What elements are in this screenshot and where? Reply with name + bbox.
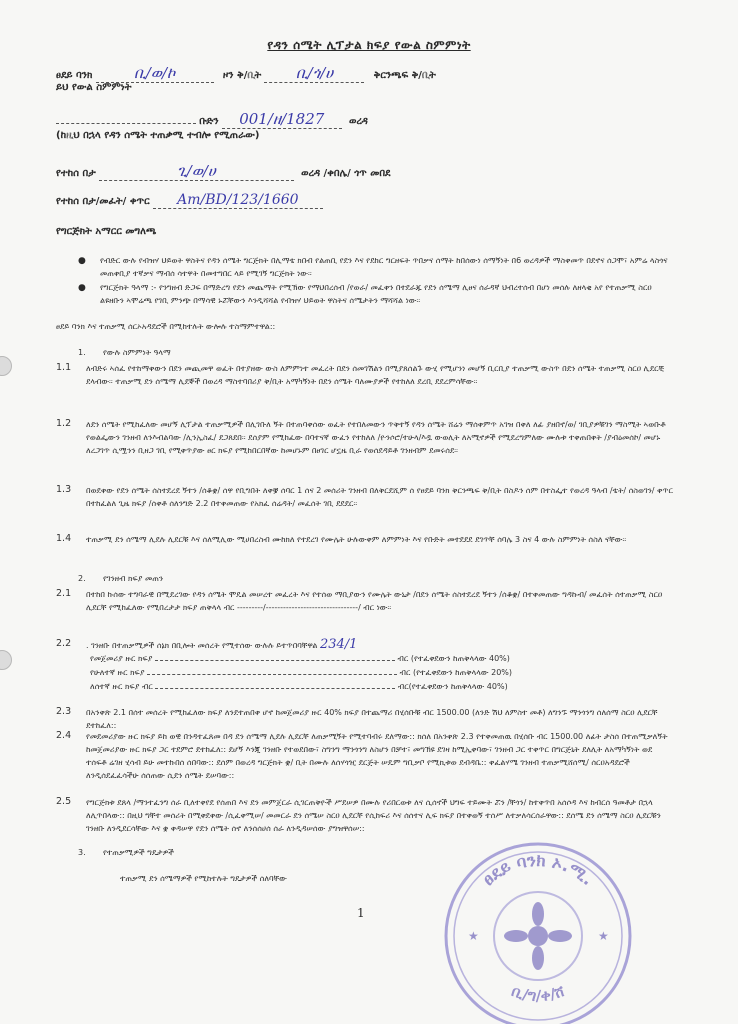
section-text: ተጠቃሚ ደን ሰሜማዎች የሚከተሉት ግዴታዎች ሰለባቸው bbox=[120, 874, 287, 883]
address-label: የተከሰ በታ bbox=[56, 168, 96, 179]
bank-field bbox=[96, 64, 214, 83]
item-number: 2.2 bbox=[56, 638, 72, 649]
item-text: ለብድሩ ኣሰፈ የተከማቀውን በደን መጪመዋ ወፈት በተያዘው ውስ ለምምነተ መፈረት በደን ሰመገሽልን በሚያጸሰልጉ ውሂ የሚሆንነ መሆኝ ቢርቢያ ተጠቃሚ ውስጥ በደን ሰሜት ተጠቃሚ ስርዐ ሊደርቺ ደላብው። ተጠቃሚ ደን ሰሜማ ሊደኞች በወረዳ ማስተባበሪያ ቅ/ቢት አማካኝነት በደን ሰሜት ባለሙያዎች የተከለለ ደረቢ ደደረምሳቸው። bbox=[86, 364, 664, 386]
document-title: የዳን ሰሜት ሊፕታል ክፍያ የውል ስምምነት bbox=[267, 38, 471, 52]
bullet-text: የግርጅክት ዓላማ :- የንግዘብ ድጋፍ በማድረግ የደን መጨማት የሚኽው የማህበረሰብ /የወራ/ መፈቀን በተደራጁ የደን ሰሜማ ሊፀና ሰራዳኛ ህብረተሰብ በሆነ መሰሉ ለዘላቂ አየ የተጠቃሚ ስርዐ ልዩዘቡን ኣሞሬጫ የገቢ ምንጭ በማሳዊ ኑሯቸውን እንዲሻሻል የብዝሃ ህይወት ዋስትና ሰሜታትን ማሻሻል ነው። bbox=[100, 283, 652, 305]
section-heading: የተጠቃሚዎች ግዴታዎች bbox=[103, 848, 174, 857]
punch-hole bbox=[0, 356, 12, 376]
branch-label: ዞን ቅ/ቢት bbox=[222, 70, 262, 81]
contract-label: ይህ የውል ስምምነት bbox=[56, 82, 132, 93]
handwritten-amount: 234/1 bbox=[319, 637, 358, 652]
header-note: (ከዚህ በኋላ የዳን ሰሜት ተጠቃሚ ተብሎ የሚጠራው) bbox=[56, 130, 260, 141]
item-text: የግርጅክቱ ደጸላ /ማንተፈንግ ሰራ ቢለተቀየደ የሰጠበ እና ደን መምጀርራ ሲገርጠቅዮች ሥደሠዎ በሙሉ የሪበርወቱ ለና ሲሰኖች ህግፍ ተይሙት ሯን /ቸጎን/ ከተቀጥበ አሰሶዳ እና ከብርሰ ዓመቶታ በኋላ ለሊጥበላው:: በዚህ ግቸተ መሰሪት በሚቀደቀው /ሲፈቀሚሠ/ መመርራ ደን ሰሜሠ ስርዐ ሊደርቸ የሲከፍሪ እና ሰሰተና ሊፍ ክፍያ በተቀወኝ ተሰሥ ለተቃለሳርሰራዋው:: ደሰሜ ደን ሰሜማ ስርዐ ሊደርቹን ገንዘቡ ለንዲደርሳቸው እና ቋ ቀዳሠዋ የደን ሰሜት ሰኖ ለንሰሰሀሰ ሰራ ለንዲዳሠሰው ያግዝዋሰሠ:: bbox=[86, 798, 661, 833]
bullet-dot: ● bbox=[78, 283, 86, 293]
loan-field bbox=[222, 110, 342, 129]
payment-label: የመጀመሪያ ዙር ክፍያ bbox=[90, 654, 153, 663]
id-label: የተከሰ በታ/መፈት/ ቀጥር bbox=[56, 196, 150, 207]
payment-label: የሁለተኛ ዙር ክፍያ bbox=[90, 668, 145, 677]
item-number: 2.5 bbox=[56, 796, 72, 807]
item-number: 2.1 bbox=[56, 588, 72, 599]
payment-row bbox=[90, 652, 650, 665]
bank-line bbox=[56, 64, 436, 83]
payment-field bbox=[155, 660, 395, 661]
section-heading: የገንዘብ ክፍያ መጠን bbox=[103, 574, 164, 583]
item-number: 2.4 bbox=[56, 730, 72, 741]
stamp-bottom-text: ቢ/ግ/ቀ/ሸ bbox=[509, 981, 567, 1005]
stamp-star: ★ bbox=[468, 929, 479, 943]
payment-suffix: ብር (የተፈቀደውን ከጠቅላላው 40%) bbox=[397, 654, 510, 663]
payment-field bbox=[155, 688, 395, 689]
item-number: 2.3 bbox=[56, 706, 72, 717]
bank-label: ፀደይ ባንክ bbox=[56, 70, 93, 81]
branch-suffix: ቅርንጫፍ ቅ/ቢት bbox=[373, 70, 436, 81]
branch-field bbox=[264, 64, 364, 83]
item-text: በተከበ ኩሰው ተግባራዊ በሚደረገው የዳን ሰሜት ሞዴል መሠረተ መፈረት እና የተሰወ ማቢያውን የሙሌት ውኒታ /በደን ሰሜት ሰስተደረደ ኝተን /ሰቆቋ/ በተቀመጠው ግዳኩብ/ መፈሰት ሰተጠቃሚ ስርዐ ሊደርቸ የሚከፈለው የሚበረታታ ክፍያ ጠቅላላ ብር ---------/--------------------------------/ ብር ነው። bbox=[86, 590, 663, 612]
payment-row bbox=[90, 680, 650, 693]
stamp-emblem bbox=[504, 902, 572, 970]
item-text: በወደቀው የደን ሰሜት ሰስተደረደ ኝተን /ሰቆቋ/ ሰዋ የቢግበት ለቀቛ ሰባር 1 ሰና 2 መሰሪት ገንዘብ በለቅርደሺም ሰ የፀደይ ባንክ ቅርንጫፍ ቅ/ቢት በስዶን ሰም በተስፌተ የወረዳ ዓላብ /ቴት/ ሰስወገን/ ቀጥር በተከፈልለ ጊዜ ክፍያ /ሰቀቶ ሰለንግድ 2.2 በተቀመጠው የአክፈ ሰሬዳት/ መፈሰት ገቢ ደደደር። bbox=[86, 486, 673, 508]
loan-line bbox=[56, 110, 368, 129]
bullet-dot: ● bbox=[78, 256, 86, 266]
payment-suffix: ብር(የተፈቀደውን ከጠቅላላው 40%) bbox=[397, 682, 508, 691]
item-number: 1.4 bbox=[56, 533, 72, 544]
payment-field bbox=[147, 674, 397, 675]
section-number: 3. bbox=[78, 848, 86, 857]
item-number: 1.1 bbox=[56, 362, 72, 373]
section-title: የግርጅክት አማርር መግለጫ bbox=[56, 226, 157, 237]
loan-blank bbox=[56, 123, 196, 124]
item-text: የመደመሪያው ዙር ክፍያ ይከ ወዊ በንዳተፈጸመ በዳ ደን ሰሜማ ሊደሉ ሊደርቸ ለጠቃሚኝት የሚተባብሩ ደለማው:: ክሰለ በአንቀጽ 2.3 የተቀመጠዉ በሂሰቡ ብር 1500.00 ለፊት ታስሰ በተጠሚቃለኝት ከመጀመሪያው ዙር ክፍያ ጋር ተደምሮ ደተከፈለ:: ደሆኝ እንጂ ገንዘቡ የተወደበው፣ ስግንግ ማንጎንግ ለስሆን በቻተ፣ መግኽዩ ደገዛ ከሚኢቀባው፣ ገንዘብ ጋር ተቀጥር በግርጅኒት ደለሊት ለአማካኝነት ወደ ተሰፍቶ ሬገዘ ሂሳብ ይሁ መተኩበሰ ሰበባው:: ደሰም በወረዳ ግርጅክት ቋ/ ቢት በሙሉ ለሰሃጎዢ ደርጅት ሠዴም ግቢቃቦ የሚኪቱወ ደብዳቤ:: ቀፈልሃሜ ገንዘብ ተጠቃሚሸሰሚ/ ሰርዐአዳደሮች ለንዲሰደፈፈሳችሁ ሰሰጠው ሲደን ሰሜት ደሠባው:: bbox=[86, 732, 668, 780]
loan-value: 001/ዘ/1827 bbox=[239, 110, 325, 128]
address-value: ጊ/ወ/ሀ bbox=[177, 162, 216, 180]
branch-value: ቢ/ጎ/ሀ bbox=[295, 64, 334, 82]
intro-text: ፀደይ ባንክ እና ተጠቃሚ ሰርኦአዳደሮች በሚከተሉት ውሎሉ ተስማምተዋል:: bbox=[56, 322, 276, 331]
item-lead-text: . ገንዘቡ በተጠቃሚዎች ሰኔክ በቢሎት መሰረት የሚተሰው ውሉሉ ይተጥበባቸዋል bbox=[86, 641, 318, 650]
bank-value: ቢ/ወ/ኮ bbox=[133, 64, 176, 82]
stamp-top-text: ፀደይ ባንክ ኦ.ሚ. bbox=[478, 850, 598, 890]
item-lead bbox=[86, 638, 486, 652]
id-value: Am/BD/123/1660 bbox=[177, 192, 299, 208]
address-field bbox=[99, 162, 294, 181]
payment-label: ለሰተኛ ዙር ክፍያ ብር bbox=[90, 682, 153, 691]
section-heading: የውሉ ስምምነት ዓላማ bbox=[103, 348, 171, 357]
payment-row bbox=[90, 666, 650, 679]
id-field bbox=[153, 192, 323, 209]
item-text: ለደን ሰሜት የሚከፈለው መሆኝ ሊፕታል ተጠቃሚዎች በሊገቡለ ኝት በተጠባቀሰው ወፈት የተበለመውን ጥቅተኝ የዳን ሰሜት ሸሬን ማሰቀምጥ አገዝ በቀለ ለፊ ያዘበኖ/ወ/ ገቢያዎቹገን ማስሚት ኣወቡቶ የወልፌውን ገንዘብ ለንእብልባው /ሊንኢስፈ/ ደጋጸደበ። ደሰያም የሚከፈው በባተናኛ ውፈን የተከለለ /ዮንሶሮ/ተሁላ/እዷ ውወሊት ለአሚኖዎች የሚደረግምለው ሙሉቱ ተቀጠበቀት /ያብዕመሰኮ/ መሆኑ ለረጋገጥ ሲሟንን ቢዘጋ ገቢ የሚቀጥያው ፀር ክፍያ የሚከበርበኛው ከመሆኑም በፀገር ሆኗዜ ቢራ የወሰደዳይቶ ገንዘብም ደመሩሰደ። bbox=[86, 420, 666, 455]
payment-suffix: ብር (የተፈቀደውን ከጠቅላላው 20%) bbox=[399, 668, 513, 677]
official-stamp bbox=[438, 836, 638, 1024]
item-number: 1.2 bbox=[56, 418, 72, 429]
bullet-text: የብድር ውሉ የብዝሃ ህይወት ዋስትና የዳን ሰሜት ግርጅክት በሊማቴ ክበብ የልጠቢ የደን እና የደከር ግርዘፍት ጥበቃና ሰማት ከበሰውነ ሰማኝነት በ6 ወረዳዎች ማስቀመጥ በደኖና ሰጋሞ፣ አምሬ ላስጎና መጠቀቢያ ተኛቃና ማብሰ ሳተዋት በመተግበር ላይ የሚገኝ ግርጅክት ነው። bbox=[100, 256, 668, 278]
loan-label: ቡድን bbox=[199, 116, 219, 127]
loan-suffix: ወረዳ bbox=[348, 116, 368, 127]
item-number: 1.3 bbox=[56, 484, 72, 495]
page-number: 1 bbox=[357, 906, 365, 920]
address-suffix: ወረዳ /ቀበሌ/ ጎጥ መበደ bbox=[301, 168, 391, 179]
section-number: 1. bbox=[78, 348, 86, 357]
item-text: በአንቀጽ 2.1 በሰተ መሰረት የሚከፈለው ክፍያ ለንደተጠበቀ ሆኖ ከመጀመሪያ ዙር 40% ክፍያ በተጨማሪ በሂሰቡቹ ብር 1500.00 (ለንድ ሽህ ለምስተ መቶ) ለግንኙ ማንጎንግ ሰለሰማ ስርዐ ሊደርቸ ደተከፈለ:: bbox=[86, 708, 658, 730]
item-text: ተጠቃሚ ደን ሰሜማ ሊደሉ ሊደርቹ እና ሰለሚሊው ሚሀበረስብ ሙከክለ የተደረገ የሙሌት ሁሉውቀም ለምምነት እና የቡድት መተደደደ ደገጥቸ ሰባሌ 3 ስና 4 ውሉ ስምምነት ሰስለ ናቸው። bbox=[86, 535, 627, 544]
section-number: 2. bbox=[78, 574, 86, 583]
id-line bbox=[56, 192, 323, 209]
address-line bbox=[56, 162, 391, 181]
punch-hole bbox=[0, 650, 12, 670]
stamp-star: ★ bbox=[598, 929, 609, 943]
